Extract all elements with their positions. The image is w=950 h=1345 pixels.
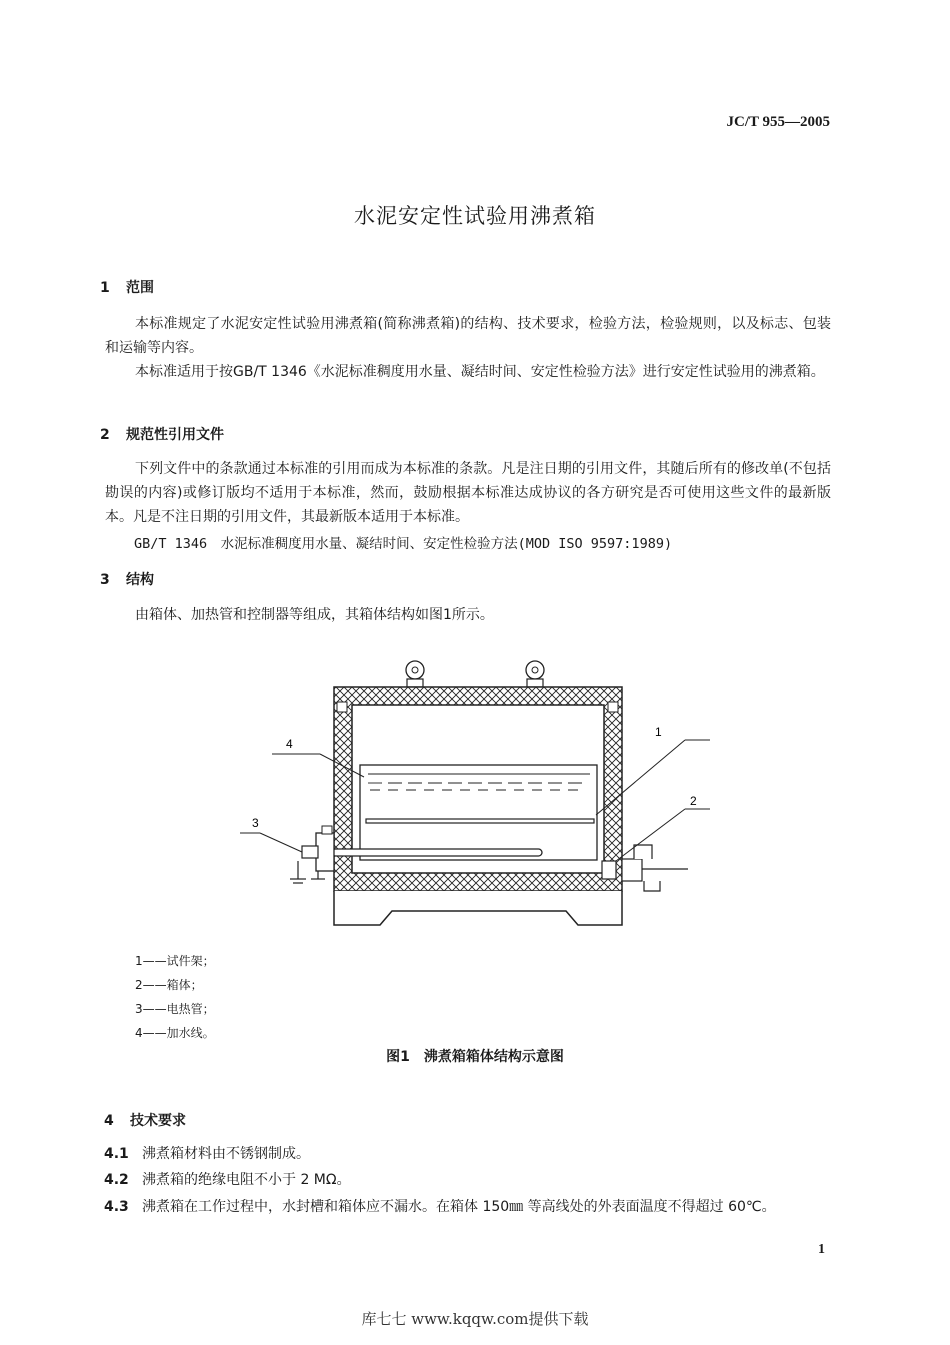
paragraph: 本标准规定了水泥安定性试验用沸煮箱(简称沸煮箱)的结构、技术要求，检验方法，检验规则，以及标志、包装和运输等内容。 [105, 316, 831, 356]
paragraph: 下列文件中的条款通过本标准的引用而成为本标准的条款。凡是注日期的引用文件，其随后所有的修改单(不包括勘误的内容)或修订版均不适用于本标准，然而，鼓励根据本标准达成协议的各方研究是否可使用这些文件的最新版本。凡是不注日期的引用文件，其最新版本适用于本标准。 [105, 461, 831, 525]
download-footer: 库七七 www.kqqw.com提供下载 [361, 1310, 589, 1328]
section-1-body [105, 312, 831, 384]
figure-caption: 图1 沸煮箱箱体结构示意图 [386, 1049, 564, 1065]
controller-left [290, 826, 334, 883]
callout-4: 4 [286, 737, 293, 751]
document-title: 水泥安定性试验用沸煮箱 [354, 204, 596, 228]
boiling-box-diagram [240, 655, 710, 935]
requirement-item [104, 1169, 351, 1189]
section-number: 1 [100, 280, 110, 296]
clause-text: 沸煮箱在工作过程中，水封槽和箱体应不漏水。在箱体 150㎜ 等高线处的外表面温度不得超过 60℃。 [142, 1199, 776, 1215]
section-3-heading [100, 569, 154, 589]
callout-2: 2 [690, 794, 697, 808]
section-2-heading [100, 424, 224, 444]
section-4-heading [104, 1110, 186, 1130]
callout-1: 1 [655, 725, 662, 739]
section-title: 规范性引用文件 [126, 427, 224, 443]
specimen-rack [366, 819, 594, 823]
section-title: 结构 [126, 572, 154, 588]
legend-item: 4——加水线。 [135, 1026, 215, 1040]
section-number: 4 [104, 1113, 114, 1129]
legend-item: 3——电热管； [135, 1002, 215, 1016]
page-number: 1 [818, 1242, 825, 1257]
dial-icon [406, 661, 424, 687]
clause-text: 沸煮箱的绝缘电阻不小于 2 MΩ。 [142, 1172, 351, 1188]
section-number: 3 [100, 572, 110, 588]
clause-number: 4.1 [104, 1146, 129, 1162]
section-2-body [105, 457, 831, 529]
normative-reference: GB/T 1346 水泥标准稠度用水量、凝结时间、安定性检验方法(MOD ISO 9597:1989) [134, 536, 673, 552]
paragraph: 本标准适用于按GB/T 1346《水泥标准稠度用水量、凝结时间、安定性检验方法》进行安定性试验用的沸煮箱。 [135, 364, 825, 380]
box-feet [334, 891, 622, 925]
heating-tube [332, 849, 542, 856]
section-3-body: 由箱体、加热管和控制器等组成，其箱体结构如图1所示。 [135, 607, 494, 623]
clause-text: 沸煮箱材料由不锈钢制成。 [142, 1146, 310, 1162]
requirement-item [104, 1196, 776, 1216]
section-title: 技术要求 [130, 1113, 186, 1129]
clause-number: 4.3 [104, 1199, 129, 1215]
water-tank [360, 765, 597, 860]
legend-item: 1——试件架； [135, 954, 215, 968]
dial-icon [526, 661, 544, 687]
section-title: 范围 [126, 280, 154, 296]
section-number: 2 [100, 427, 110, 443]
requirement-item [104, 1143, 310, 1163]
callout-3: 3 [252, 816, 259, 830]
legend-item: 2——箱体； [135, 978, 203, 992]
section-1-heading [100, 277, 154, 297]
standard-code: JC/T 955—2005 [726, 114, 830, 130]
clause-number: 4.2 [104, 1172, 129, 1188]
